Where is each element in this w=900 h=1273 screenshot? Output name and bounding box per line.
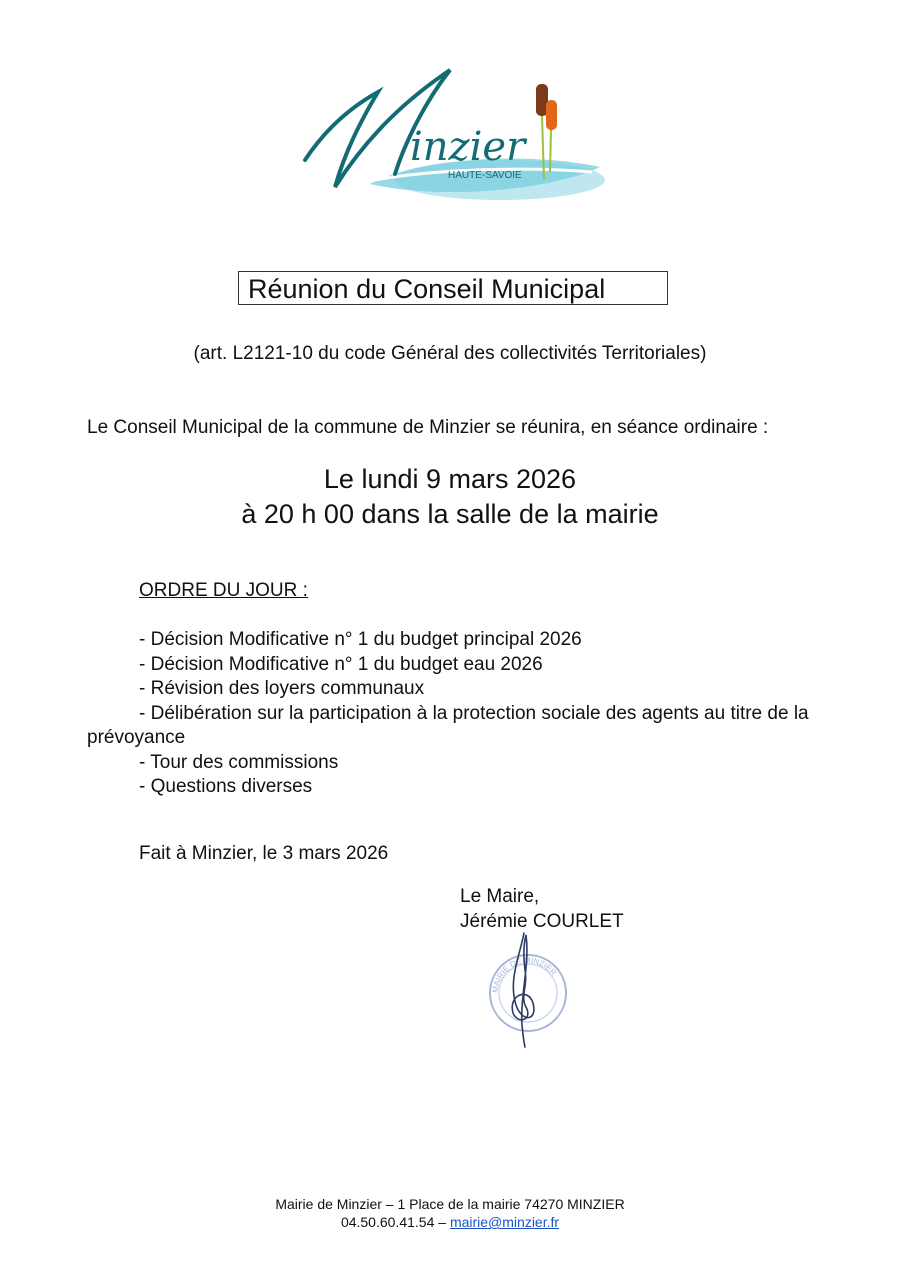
intro-text: Le Conseil Municipal de la commune de Minzier se réunira, en séance ordinaire : [87,417,769,438]
logo-subtitle: HAUTE-SAVOIE [448,170,522,181]
mayor-name: Jérémie COURLET [460,911,624,932]
footer-phone: 04.50.60.41.54 [340,1214,435,1230]
footer-separator: – [438,1214,447,1230]
meeting-date: Le lundi 9 mars 2026 [323,464,577,494]
agenda-heading: ORDRE DU JOUR : [139,580,308,601]
footer-email-link[interactable]: mairie@minzier.fr [449,1214,560,1230]
footer-address: Mairie de Minzier – 1 Place de la mairie 74270 MINZIER [275,1196,625,1212]
mayor-signature-stamp [478,925,578,1050]
meeting-place: à 20 h 00 dans la salle de la mairie [241,499,659,529]
done-at: Fait à Minzier, le 3 mars 2026 [139,843,389,864]
legal-reference: (art. L2121-10 du code Général des collectivités Territoriales) [193,343,707,364]
agenda-item: - Décision Modificative n° 1 du budget principal 2026 [139,629,582,650]
agenda-item: - Délibération sur la participation à la protection sociale des agents au titre de la prévoyance [87,703,809,748]
agenda-item: - Décision Modificative n° 1 du budget eau 2026 [139,654,543,675]
page-title: Réunion du Conseil Municipal [238,271,668,305]
footer-contact [0,1214,900,1230]
agenda-item: - Révision des loyers communaux [139,678,425,699]
minzier-logo [300,62,610,207]
agenda-item: - Tour des commissions [139,752,339,773]
agenda-item: - Questions diverses [139,776,313,797]
mayor-title: Le Maire, [460,886,540,907]
svg-text:inzier: inzier [410,124,526,170]
stamp-text: MAIRIE DE MINZIER [490,955,559,994]
